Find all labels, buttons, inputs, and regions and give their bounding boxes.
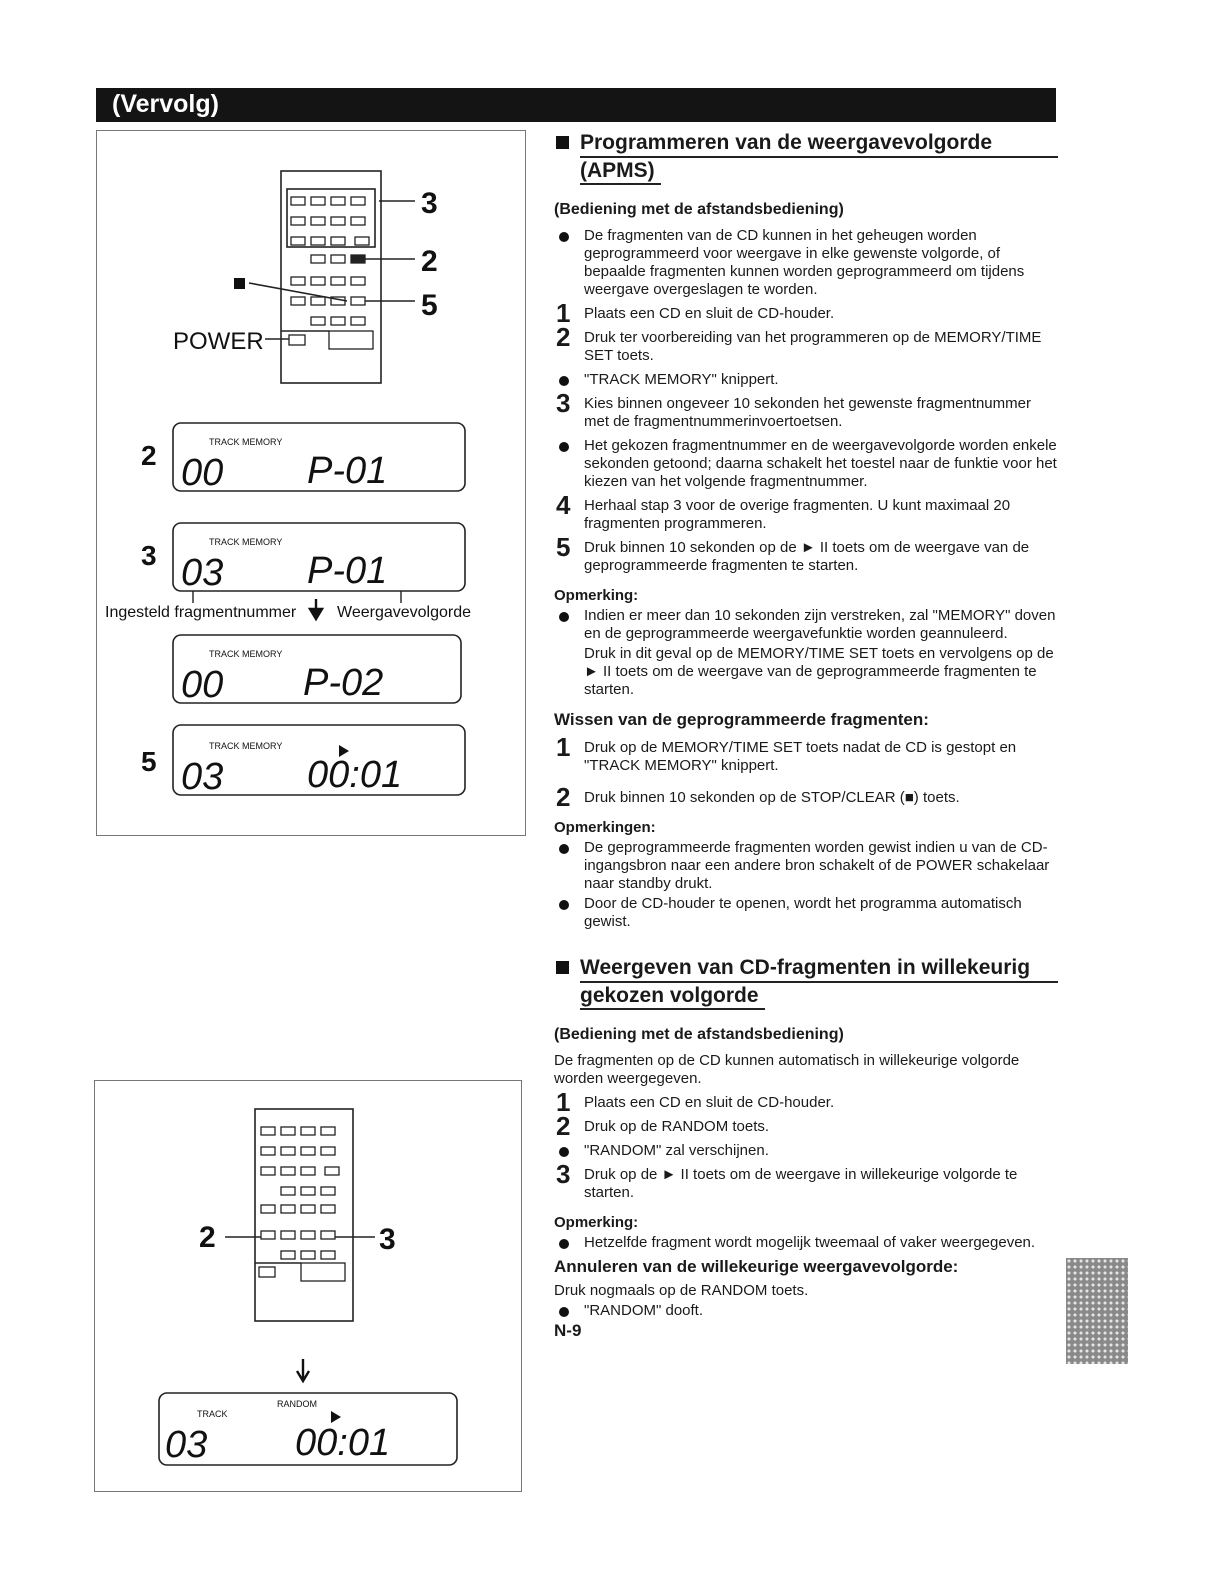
section1-title-line1: Programmeren van de weergavevolgorde bbox=[580, 130, 1058, 158]
svg-text:TRACK MEMORY: TRACK MEMORY bbox=[209, 437, 283, 447]
notes-label: Opmerkingen: bbox=[554, 819, 656, 836]
section1-step5: 5 Druk binnen 10 sekonden op de ► II toets om de weergave van de geprogrammeerde fragmenten te starten. bbox=[556, 532, 1030, 574]
bullet-square-icon bbox=[556, 136, 569, 149]
figure-bottom bbox=[94, 1080, 522, 1492]
lcd-display-1 bbox=[141, 423, 465, 494]
arrow-down-icon bbox=[297, 1359, 309, 1381]
section2-note-label: Opmerking: bbox=[554, 1214, 639, 1231]
callout-2: 2 bbox=[421, 245, 438, 278]
svg-text:P-02: P-02 bbox=[303, 662, 384, 704]
arrow-down-icon bbox=[310, 599, 322, 619]
section2-heading bbox=[554, 955, 1058, 1010]
section2-intro: De fragmenten op de CD kunnen automatisch in willekeurige volgorde worden weergegeven. bbox=[554, 1052, 1020, 1087]
caption-play-order: Weergavevolgorde bbox=[337, 604, 472, 621]
svg-text:3: 3 bbox=[141, 540, 157, 571]
section2-step1: 1 Plaats een CD en sluit de CD-houder. bbox=[556, 1087, 835, 1117]
section1-title-line2: (APMS) bbox=[580, 158, 661, 185]
lcd-display-3 bbox=[173, 635, 461, 706]
section1-step2: 2 Druk ter voorbereiding van het programmeren op de MEMORY/TIME SET toets. bbox=[556, 322, 1042, 364]
section2-subtitle: (Bediening met de afstandsbediening) bbox=[554, 1026, 844, 1043]
page-number: N-9 bbox=[554, 1321, 582, 1340]
lcd-display-4 bbox=[141, 725, 465, 798]
header-title: (Vervolg) bbox=[112, 90, 219, 118]
svg-text:00:01: 00:01 bbox=[295, 1422, 391, 1464]
caption-track-number: Ingesteld fragmentnummer bbox=[105, 604, 297, 621]
section1-step3: 3 Kies binnen ongeveer 10 sekonden het gewenste fragmentnummer met de fragmentnummerinvoertoetsen. bbox=[556, 388, 1031, 430]
section1-intro: De fragmenten van de CD kunnen in het geheugen worden geprogrammeerd voor weergave in elke gewenste volgorde, of bepaalde fragmenten kunnen worden geprogrammeerd om tijdens weergave overgeslagen te worden. bbox=[554, 227, 1058, 299]
section1-subtitle: (Bediening met de afstandsbediening) bbox=[554, 201, 844, 218]
section1-note-label: Opmerking: bbox=[554, 587, 639, 604]
callout-3-bottom: 3 bbox=[379, 1223, 396, 1256]
svg-text:P-01: P-01 bbox=[307, 550, 388, 592]
clear-step1: 1 Druk op de MEMORY/TIME SET toets nadat de CD is gestopt en "TRACK MEMORY" knippert. bbox=[556, 732, 1017, 774]
section1-note-para: Druk in dit geval op de MEMORY/TIME SET toets en vervolgens op de ► II toets om de weergave van de geprogrammeerde fragmenten te starten. bbox=[584, 645, 1054, 698]
header-bar bbox=[96, 88, 1056, 122]
callout-3: 3 bbox=[421, 187, 438, 220]
bullet-square-icon bbox=[556, 961, 569, 974]
cancel-text: Druk nogmaals op de RANDOM toets. bbox=[554, 1282, 809, 1299]
section1-step2-bullet: "TRACK MEMORY" knippert. bbox=[554, 371, 1058, 389]
section1-heading bbox=[554, 130, 1058, 185]
power-label: POWER bbox=[173, 328, 264, 355]
clear-step2: 2 Druk binnen 10 sekonden op de STOP/CLEAR (■) toets. bbox=[556, 782, 960, 812]
notes-bullet1: De geprogrammeerde fragmenten worden gewist indien u van de CD-ingangsbron naar een andere bron schakelt of de POWER schakelaar naar standby drukt. bbox=[554, 839, 1058, 893]
lcd-display-2 bbox=[141, 523, 465, 603]
section1-step1: 1 Plaats een CD en sluit de CD-houder. bbox=[556, 298, 835, 328]
svg-text:TRACK MEMORY: TRACK MEMORY bbox=[209, 741, 283, 751]
section1-step3-bullet: Het gekozen fragmentnummer en de weergavevolgorde worden enkele sekonden getoond; daarna schakelt het toestel naar de funktie voor het kiezen van het volgende fragmentnummer. bbox=[554, 437, 1058, 491]
figure-bottom-drawing bbox=[95, 1081, 521, 1491]
section2-step2: 2 Druk op de RANDOM toets. bbox=[556, 1111, 770, 1141]
lcd-display-random bbox=[159, 1393, 457, 1466]
svg-text:03: 03 bbox=[165, 1424, 208, 1466]
svg-text:00:01: 00:01 bbox=[307, 754, 403, 796]
right-column bbox=[554, 130, 1058, 1340]
section1-step4: 4 Herhaal stap 3 voor de overige fragmenten. U kunt maximaal 20 fragmenten programmeren. bbox=[556, 490, 1011, 532]
svg-text:03: 03 bbox=[181, 552, 224, 594]
notes-bullet2: Door de CD-houder te openen, wordt het programma automatisch gewist. bbox=[554, 895, 1058, 931]
svg-text:TRACK: TRACK bbox=[197, 1409, 228, 1419]
side-tab-pattern bbox=[1066, 1258, 1128, 1364]
svg-text:RANDOM: RANDOM bbox=[277, 1399, 317, 1409]
svg-text:TRACK MEMORY: TRACK MEMORY bbox=[209, 537, 283, 547]
callout-2-bottom: 2 bbox=[199, 1221, 216, 1254]
svg-text:00: 00 bbox=[181, 664, 224, 706]
figure-top-drawing bbox=[97, 131, 525, 835]
svg-text:TRACK MEMORY: TRACK MEMORY bbox=[209, 649, 283, 659]
svg-text:00: 00 bbox=[181, 452, 224, 494]
section1-note-bullet: Indien er meer dan 10 sekonden zijn verstreken, zal "MEMORY" doven en de geprogrammeerde weergavefunktie worden geannuleerd. bbox=[554, 607, 1058, 643]
svg-text:P-01: P-01 bbox=[307, 450, 388, 492]
remote-control bbox=[281, 171, 381, 383]
svg-text:5: 5 bbox=[141, 746, 157, 777]
section2-note-bullet: Hetzelfde fragment wordt mogelijk tweemaal of vaker weergegeven. bbox=[554, 1234, 1058, 1252]
section2-title-line1: Weergeven van CD-fragmenten in willekeurig bbox=[580, 955, 1058, 983]
section2-step3: 3 Druk op de ► II toets om de weergave in willekeurige volgorde te starten. bbox=[556, 1159, 1018, 1201]
figure-top bbox=[96, 130, 526, 836]
remote-control-2 bbox=[255, 1109, 353, 1321]
stop-square-icon bbox=[234, 278, 245, 289]
cancel-bullet: "RANDOM" dooft. bbox=[554, 1302, 1058, 1320]
svg-text:2: 2 bbox=[141, 440, 157, 471]
svg-text:03: 03 bbox=[181, 756, 224, 798]
clear-heading: Wissen van de geprogrammeerde fragmenten: bbox=[554, 710, 929, 729]
cancel-heading: Annuleren van de willekeurige weergavevolgorde: bbox=[554, 1257, 959, 1276]
section2-title-line2: gekozen volgorde bbox=[580, 983, 765, 1010]
section2-step2-bullet: "RANDOM" zal verschijnen. bbox=[554, 1142, 1058, 1160]
callout-5: 5 bbox=[421, 289, 438, 322]
